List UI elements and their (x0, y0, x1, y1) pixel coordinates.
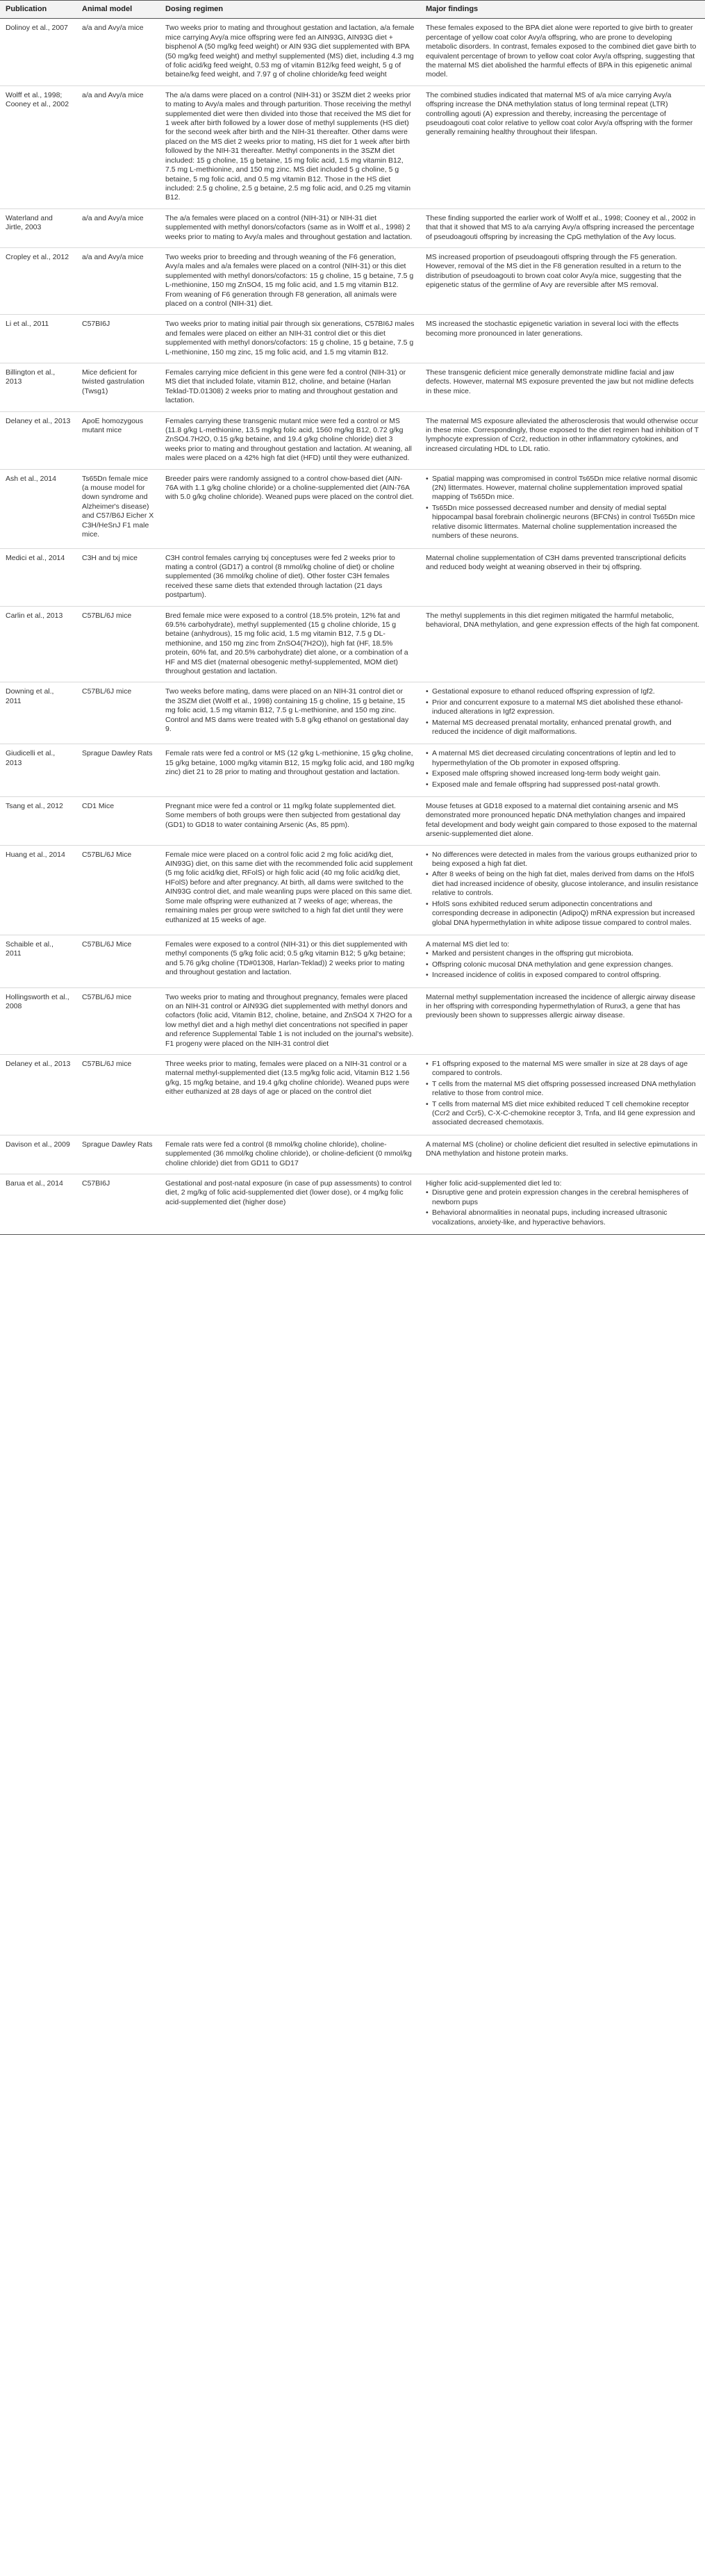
animal-model-cell: a/a and Avy/a mice (76, 247, 160, 314)
finding-item: • Marked and persistent changes in the offspring gut microbiota. (426, 949, 699, 958)
major-findings-cell (420, 1135, 705, 1174)
animal-model-cell: C3H and txj mice (76, 548, 160, 606)
publication-cell: Ash et al., 2014 (0, 469, 76, 548)
finding-text: A maternal MS (choline) or choline deficient diet resulted in selective epimutations in DNA methylation and histone protein marks. (426, 1140, 698, 1158)
publication-cell: Cropley et al., 2012 (0, 247, 76, 314)
dosing-regimen-cell: Two weeks prior to mating and throughout pregnancy, females were placed on an NIH-31 control or AIN93G diet supplemented with methyl donors and cofactors (folic acid, Vitamin B12, choline, betaine, and ZnSO4 X 7H2O for a low methyl diet and a high methyl diet concentrations not specified in paper and reference Supplemental Table 1 is not included on the journal's website). F1 progeny were placed on the NIH-31 control diet (160, 987, 420, 1054)
publication-cell: Schaible et al., 2011 (0, 935, 76, 987)
dosing-regimen-cell: Breeder pairs were randomly assigned to a control chow-based diet (AIN-76A with 1.1 g/kg choline chloride) or a choline-supplemented diet (AIN-76A with 5.0 g/kg choline chloride). Weaned pups were placed on the control diet. (160, 469, 420, 548)
animal-model-cell: C57BL/6J Mice (76, 935, 160, 987)
major-findings-cell (420, 845, 705, 935)
finding-item: • Prior and concurrent exposure to a maternal MS diet abolished these ethanol-induced alterations in Igf2 expression. (426, 698, 699, 717)
major-findings-cell (420, 19, 705, 85)
publication-cell: Li et al., 2011 (0, 315, 76, 363)
dosing-regimen-cell: Two weeks prior to mating initial pair through six generations, C57BI6J males and females were placed on either an NIH-31 control diet or this diet supplemented with methyl donors/cofactors: 15 g choline, 15 g betaine, 7.5 g L-methionine, 150 mg zinc, 15 mg folic acid, and 1.5 mg vitamin B12. (160, 315, 420, 363)
finding-item: • Offspring colonic mucosal DNA methylation and gene expression changes. (426, 960, 699, 969)
header-row (0, 1, 705, 19)
finding-item: • Increased incidence of colitis in exposed compared to control offspring. (426, 971, 699, 980)
finding-item: • HfolS sons exhibited reduced serum adiponectin concentrations and corresponding decrease in adiponectin (AdipoQ) mRNA expression but increased global DNA hypermethylation in white adipose tissue compared to control males. (426, 900, 699, 928)
animal-model-cell: C57BL/6J mice (76, 606, 160, 682)
table-row (0, 469, 705, 548)
table-body (0, 19, 705, 1235)
animal-model-cell: a/a and Avy/a mice (76, 208, 160, 247)
animal-model-cell: C57BL/6J mice (76, 682, 160, 744)
major-findings-cell (420, 411, 705, 469)
publication-cell: Delaney et al., 2013 (0, 1054, 76, 1135)
dosing-regimen-cell: Female mice were placed on a control folic acid 2 mg folic acid/kg diet, AIN93G) diet, on this same diet with the recommended folic acid supplement (5 mg folic acid/kg diet, RFolS) or high folic acid (40 mg folic acid/kg diet, HFolS) before and after pregnancy. At birth, all dams were switched to the AIN93G control diet, and male weanling pups were placed on this same diet. Some male offspring were euthanized at 7 weeks of age; whereas, the remaining males per group were switched to a high fat diet until they were euthanized at 15 weeks of age. (160, 845, 420, 935)
finding-text: These transgenic deficient mice generally demonstrate midline facial and jaw defects. However, maternal MS exposure prevented the jaw but not midline defects in these mice. (426, 368, 694, 395)
major-findings-cell (420, 208, 705, 247)
animal-model-cell: C57BI6J (76, 315, 160, 363)
publication-cell: Billington et al., 2013 (0, 363, 76, 412)
publication-cell: Dolinoy et al., 2007 (0, 19, 76, 85)
finding-text: Maternal methyl supplementation increased the incidence of allergic airway disease in her offspring with corresponding hypermethylation of Runx3, a gene that has previously been shown to suppresses allergic airway disease. (426, 992, 696, 1020)
finding-item: • Disruptive gene and protein expression changes in the cerebral hemispheres of newborn pups (426, 1188, 699, 1207)
finding-text: The maternal MS exposure alleviated the atherosclerosis that would otherwise occur in these mice. Correspondingly, those exposed to the diet regimen had inhibition of T lymphocyte expression of Ccr2, reduction in other inflammatory cytokines, and increased circulating HDL to LDL ratio. (426, 416, 699, 453)
findings-list (426, 749, 699, 789)
dosing-regimen-cell: Gestational and post-natal exposure (in case of pup assessments) to control diet, 2 mg/kg of folic acid-supplemented diet (lower dose), or 4 mg/kg folic acid-supplemented diet (higher dose) (160, 1174, 420, 1235)
findings-list (426, 949, 699, 980)
finding-text: Mouse fetuses at GD18 exposed to a maternal diet containing arsenic and MS demonstrated more pronounced hepatic DNA methylation changes and impaired fetal development and body weight gain compared to those exposed to the maternal arsenic-supplemented diet alone. (426, 802, 697, 839)
table-row (0, 315, 705, 363)
publication-cell: Huang et al., 2014 (0, 845, 76, 935)
major-findings-cell (420, 606, 705, 682)
publication-cell: Davison et al., 2009 (0, 1135, 76, 1174)
finding-item: • F1 offspring exposed to the maternal MS were smaller in size at 28 days of age compared to controls. (426, 1060, 699, 1078)
finding-item: • Gestational exposure to ethanol reduced offspring expression of Igf2. (426, 687, 699, 696)
finding-item: • Ts65Dn mice possessed decreased number and density of medial septal hippocampal basal forebrain cholinergic neurons (BFCNs) in control Ts65Dn mice relative disomic littermates. Maternal choline supplementation increased the numbers of these neurons. (426, 504, 699, 541)
header-major-findings: Major findings (420, 1, 705, 19)
publication-cell: Downing et al., 2011 (0, 682, 76, 744)
major-findings-cell (420, 1054, 705, 1135)
dosing-regimen-cell: Three weeks prior to mating, females were placed on a NIH-31 control or a maternal methyl-supplemented diet (13.5 mg/kg folic acid, Vitamin B12 1.56 g/kg, 15 mg/kg betaine, and 19.4 g/kg choline chloride). Weaned pups were either euthanized at 28 days of age or placed on the control diet (160, 1054, 420, 1135)
major-findings-cell (420, 935, 705, 987)
major-findings-cell (420, 682, 705, 744)
finding-item: • No differences were detected in males from the various groups euthanized prior to being exposed a high fat diet. (426, 851, 699, 869)
table-row (0, 935, 705, 987)
table-row (0, 845, 705, 935)
animal-model-cell: C57BI6J (76, 1174, 160, 1235)
publication-cell: Hollingsworth et al., 2008 (0, 987, 76, 1054)
header-animal-model: Animal model (76, 1, 160, 19)
dosing-regimen-cell: Female rats were fed a control (8 mmol/kg choline chloride), choline-supplemented (36 mmol/kg choline chloride), or choline-deficient (0 mmol/kg choline chloride) diet from GD11 to GD17 (160, 1135, 420, 1174)
table-row (0, 797, 705, 846)
finding-item: • After 8 weeks of being on the high fat diet, males derived from dams on the HfolS diet had increased incidence of obesity, glucose intolerance, and insulin resistance relative to controls. (426, 870, 699, 898)
dosing-regimen-cell: Two weeks prior to breeding and through weaning of the F6 generation, Avy/a males and a/a females were placed on a control (NIH-31) or this diet supplemented with methyl donors/cofactors: 15 g choline, 15 g betaine, 7.5 g L-methionine, 150 mg ZnSO4, 15 mg folic acid, and 1.5 mg vitamin B12. From weaning of F6 generation through F8 generation, all animals were placed on a control (NIH-31) diet. (160, 247, 420, 314)
table-header (0, 1, 705, 19)
table-row (0, 987, 705, 1054)
finding-item: • T cells from maternal MS diet mice exhibited reduced T cell chemokine receptor (Ccr2 and Ccr5), C-X-C-chemokine receptor 3, Tnfa, and Il4 gene expression and associated decreased chemotaxis. (426, 1100, 699, 1128)
animal-model-cell: a/a and Avy/a mice (76, 19, 160, 85)
table-row (0, 208, 705, 247)
table-row (0, 1135, 705, 1174)
dosing-regimen-cell: Female rats were fed a control or MS (12 g/kg L-methionine, 15 g/kg choline, 15 g/kg betaine, 1000 mg/kg vitamin B12, 15 mg/kg folic acid, and 180 mg/kg zinc) diet 21 to 28 prior to mating and throughout gestation and lactation. (160, 744, 420, 797)
animal-model-cell: Ts65Dn female mice (a mouse model for down syndrome and Alzheimer's disease) and C57/B6J Eicher X C3H/HeSnJ F1 male mice. (76, 469, 160, 548)
dosing-regimen-cell: Pregnant mice were fed a control or 11 mg/kg folate supplemented diet. Some members of both groups were then subjected from gestational day (GD1) to GD18 to water containing Arsenic (As, 85 ppm). (160, 797, 420, 846)
header-dosing-regimen: Dosing regimen (160, 1, 420, 19)
dosing-regimen-cell: Females carrying mice deficient in this gene were fed a control (NIH-31) or MS diet that included folate, vitamin B12, choline, and betaine (Harlan Teklad-TD.01308) 2 weeks prior to mating and throughout gestation and lactation. (160, 363, 420, 412)
major-findings-cell (420, 85, 705, 208)
findings-list (426, 1060, 699, 1128)
finding-text: MS increased proportion of pseudoagouti offspring through the F5 generation. However, removal of the MS diet in the F8 generation resulted in a return to the distribution of pseudoagouti to brown coat color Avy/a mice, suggesting that the epigenetic status of the germline of Avy are reversible after MS removal. (426, 252, 682, 290)
dosing-regimen-cell: Two weeks before mating, dams were placed on an NIH-31 control diet or the 3SZM diet (Wolff et al., 1998) containing 15 g choline, 15 g betaine, 15 mg folic acid, 1.5 mg vitamin B12, 7.5 g L-methionine, and 150 mg zinc. Control and MS dams were treated with 5.8 g/kg ethanol on gestational day 9. (160, 682, 420, 744)
finding-text: Maternal choline supplementation of C3H dams prevented transcriptional deficits and reduced body weight at weaning observed in their txj offspring. (426, 553, 686, 571)
table-row (0, 85, 705, 208)
finding-item: • Behavioral abnormalities in neonatal pups, including increased ultrasonic vocalizations, anxiety-like, and hyperactive behaviors. (426, 1208, 699, 1227)
dosing-regimen-cell: Females carrying these transgenic mutant mice were fed a control or MS (11.8 g/kg L-methionine, 13.5 mg/kg folic acid, 1560 mg/kg B12, 0.72 g/kg ZnSO4.7H2O, 0.15 g/kg betaine, and 19.4 g/kg choline chloride) diet 3 weeks prior to mating and throughout gestation and lactation. At weaning, all males were placed on a 42% high fat diet (HFD) until they were euthanized. (160, 411, 420, 469)
dosing-regimen-cell: Two weeks prior to mating and throughout gestation and lactation, a/a female mice carrying Avy/a mice offspring were fed an AIN93G, AIN93G diet + bisphenol A (50 mg/kg feed weight) or AIN 93G diet supplemented with BPA (50 mg/kg feed weight) and methyl supplemented (MS) diet, including 4.3 mg of folic acid/kg feed weight, 0.53 mg of vitamin B12/kg feed weight, 5 g of betaine/kg feed weight, and 7.97 g of choline chloride/kg feed weight (160, 19, 420, 85)
finding-item: • Maternal MS decreased prenatal mortality, enhanced prenatal growth, and reduced the incidence of digit malformations. (426, 719, 699, 737)
publication-cell: Carlin et al., 2013 (0, 606, 76, 682)
publication-cell: Delaney et al., 2013 (0, 411, 76, 469)
dosing-regimen-cell: Bred female mice were exposed to a control (18.5% protein, 12% fat and 69.5% carbohydrate), methyl supplemented (15 g choline chloride, 15 g betaine (anhydrous), 15 mg folic acid, 1.5 mg vitamin B12, 7.5 g DL-methionine, and 150 mg zinc from ZnSO4(7H2O)), high fat (HF, 18.5% protein, 60% fat, and 20.5% carbohydrate) diet alone, or a combination of a HF and MS diet (maternal obesogenic methyl-supplemented, MOM diet) throughout gestation and lactation. (160, 606, 420, 682)
animal-model-cell: Mice deficient for twisted gastrulation (Twsg1) (76, 363, 160, 412)
major-findings-cell (420, 469, 705, 548)
table-row (0, 19, 705, 85)
finding-item: • Spatial mapping was compromised in control Ts65Dn mice relative normal disomic (2N) littermates. However, maternal choline supplementation improved spatial mapping of Ts65Dn mice. (426, 475, 699, 502)
animal-model-cell: Sprague Dawley Rats (76, 744, 160, 797)
dosing-regimen-cell: C3H control females carrying txj conceptuses were fed 2 weeks prior to mating a control (GD17) a control (8 mmol/kg choline of diet) or choline supplemented (36 mmol/kg choline of diet). Other foster C3H females received these same diets that extended through lactation (21 days postpartum). (160, 548, 420, 606)
major-findings-cell (420, 744, 705, 797)
finding-item: • Exposed male and female offspring had suppressed post-natal growth. (426, 780, 699, 789)
findings-list (426, 851, 699, 928)
finding-item: • A maternal MS diet decreased circulating concentrations of leptin and led to hypermethylation of the Ob promoter in exposed offspring. (426, 749, 699, 768)
publication-cell: Giudicelli et al., 2013 (0, 744, 76, 797)
findings-list (426, 475, 699, 541)
finding-text: MS increased the stochastic epigenetic variation in several loci with the effects becoming more pronounced in later generations. (426, 320, 679, 338)
animal-model-cell: Sprague Dawley Rats (76, 1135, 160, 1174)
major-findings-cell (420, 247, 705, 314)
finding-item: • T cells from the maternal MS diet offspring possessed increased DNA methylation relative to those from control mice. (426, 1080, 699, 1099)
dosing-regimen-cell: The a/a females were placed on a control (NIH-31) or NIH-31 diet supplemented with methyl donors/cofactors (same as in Wolff et al., 1998) 2 weeks prior to mating to Avy/a males and throughout gestation and lactation. (160, 208, 420, 247)
table-row (0, 744, 705, 797)
table-row (0, 247, 705, 314)
finding-text: These finding supported the earlier work of Wolff et al., 1998; Cooney et al., 2002 in that that it showed that MS to a/a carrying Avy/a offspring increased the percentage of pseudoagouti offspring by increasing the CpG methylation of the Avy locus. (426, 213, 696, 241)
findings-list (426, 687, 699, 737)
dosing-studies-table (0, 0, 705, 1235)
major-findings-cell (420, 797, 705, 846)
finding-intro: A maternal MS diet led to: (426, 940, 510, 949)
publication-cell: Medici et al., 2014 (0, 548, 76, 606)
table-row (0, 682, 705, 744)
major-findings-cell (420, 987, 705, 1054)
animal-model-cell: CD1 Mice (76, 797, 160, 846)
animal-model-cell: a/a and Avy/a mice (76, 85, 160, 208)
finding-item: • Exposed male offspring showed increased long-term body weight gain. (426, 769, 699, 778)
findings-list (426, 1188, 699, 1227)
finding-text: These females exposed to the BPA diet alone were reported to give birth to greater percentage of yellow coat color Avy/a offspring, who are prone to developing metabolic disorders. In contrast, females exposed to the combined diet gave birth to equivalent percentage of brown to yellow coat color Avy/a offspring, suggesting that the maternal MS diet abolished the harmful effects of BPA in this epigenetic animal model. (426, 24, 697, 79)
animal-model-cell: C57BL/6J Mice (76, 845, 160, 935)
publication-cell: Barua et al., 2014 (0, 1174, 76, 1235)
finding-text: The methyl supplements in this diet regimen mitigated the harmful metabolic, behavioral, DNA methylation, and gene expression effects of the high fat component. (426, 611, 699, 629)
dosing-regimen-cell: The a/a dams were placed on a control (NIH-31) or 3SZM diet 2 weeks prior to mating to Avy/a males and through parturition. Those receiving the methyl supplemented diet were then divided into those that received the MS diet for 1 week after birth followed by a lower dose of methyl supplements (HS diet) for the second week after birth and the NIH-31 thereafter. Other dams were placed on the MS diet 2 weeks prior to mating, HS diet for 1 week after birth followed by the NIH-31 thereafter. Methyl components in the 3SZM diet included: 15 g choline, 15 g betaine, 15 mg folic acid, 1.5 mg vitamin B12, 7.5 mg L-methionine, and 150 mg zinc. MS diet included 5 g choline, 5 g betaine, 5 mg folic acid, and 0.5 mg vitamin B12. Those in the HS diet included: 2.5 g choline, 2.5 g betaine, 2.5 mg folic acid, and 0.25 mg vitamin B12. (160, 85, 420, 208)
major-findings-cell (420, 363, 705, 412)
animal-model-cell: C57BL/6J mice (76, 987, 160, 1054)
table-row (0, 363, 705, 412)
header-publication: Publication (0, 1, 76, 19)
publication-cell: Wolff et al., 1998; Cooney et al., 2002 (0, 85, 76, 208)
finding-text: The combined studies indicated that maternal MS of a/a mice carrying Avy/a offspring increase the DNA methylation status of long terminal repeat (LTR) controlling agouti (A) expression and thereby, increasing the percentage of pseudoagouti coat color relative to yellow coat color Avy/a offspring with the former generally remaining healthy throughout their lifespan. (426, 90, 693, 137)
major-findings-cell (420, 548, 705, 606)
major-findings-cell (420, 1174, 705, 1235)
table-row (0, 548, 705, 606)
animal-model-cell: C57BL/6J mice (76, 1054, 160, 1135)
publication-cell: Tsang et al., 2012 (0, 797, 76, 846)
finding-intro: Higher folic acid-supplemented diet led to: (426, 1179, 562, 1188)
table-row (0, 411, 705, 469)
major-findings-cell (420, 315, 705, 363)
table-row (0, 1054, 705, 1135)
publication-cell: Waterland and Jirtle, 2003 (0, 208, 76, 247)
table-row (0, 1174, 705, 1235)
table-row (0, 606, 705, 682)
animal-model-cell: ApoE homozygous mutant mice (76, 411, 160, 469)
dosing-regimen-cell: Females were exposed to a control (NIH-31) or this diet supplemented with methyl components (5 g/kg folic acid; 0.5 g/kg vitamin B12; 5 g/kg betaine; and 5.76 g/kg choline (TD#01308, Harlan-Teklad)) 2 weeks prior to mating and throughout gestation and lactation. (160, 935, 420, 987)
